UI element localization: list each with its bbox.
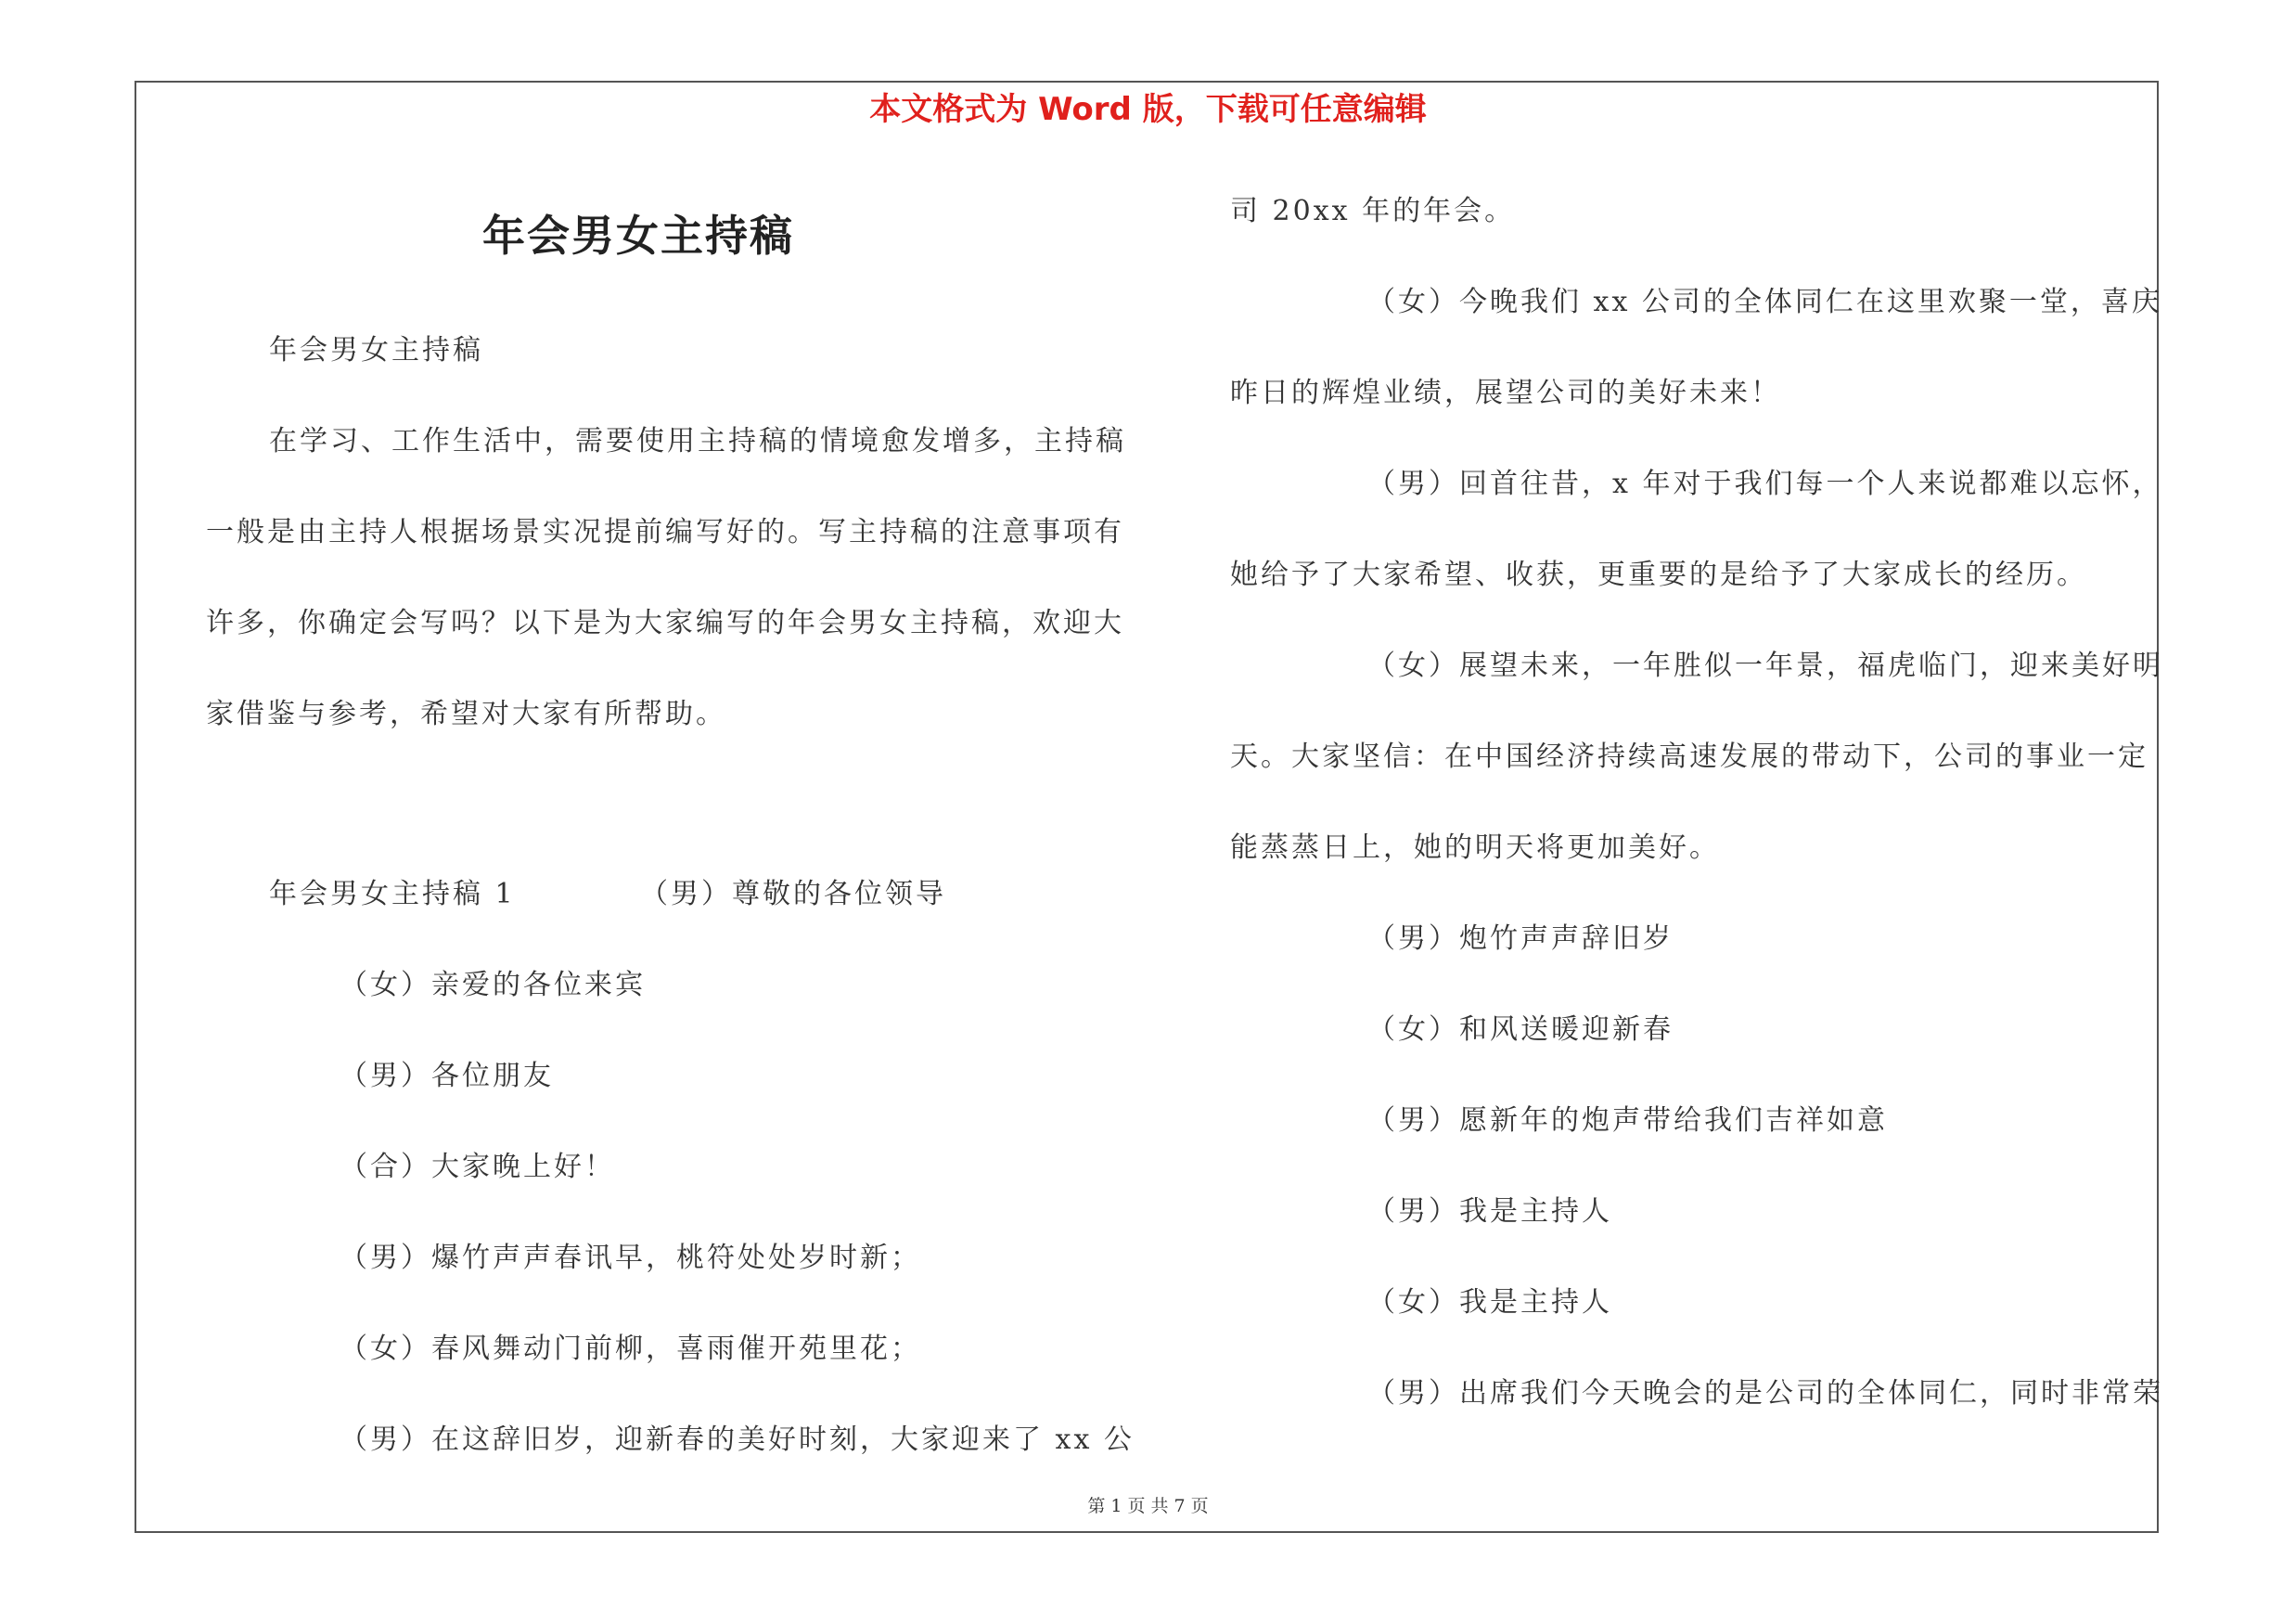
dialogue-line: （男）炮竹声声辞旧岁 (1367, 922, 1674, 955)
dialogue-line: （男）爆竹声声春讯早，桃符处处岁时新； (340, 1242, 921, 1274)
dialogue-line: （男）回首往昔，x 年对于我们每一个人来说都难以忘怀， (1367, 468, 2163, 500)
dialogue-line: 司 20xx 年的年会。 (1230, 195, 1516, 227)
subtitle-line: 年会男女主持稿 (269, 334, 483, 367)
dialogue-line: （女）春风舞动门前柳，喜雨催开苑里花； (340, 1333, 921, 1365)
section-heading: 年会男女主持稿 1 (269, 878, 516, 910)
dialogue-line: （合）大家晚上好！ (340, 1151, 615, 1183)
dialogue-line: 能蒸蒸日上，她的明天将更加美好。 (1230, 831, 1720, 864)
paragraph-line: 许多，你确定会写吗？以下是为大家编写的年会男女主持稿，欢迎大 (206, 607, 1124, 639)
dialogue-line: （女）我是主持人 (1367, 1286, 1612, 1319)
dialogue-line: （女）展望未来，一年胜似一年景，福虎临门，迎来美好明 (1367, 650, 2163, 682)
dialogue-line: （女）和风送暖迎新春 (1367, 1013, 1674, 1046)
dialogue-line: 昨日的辉煌业绩，展望公司的美好未来！ (1230, 377, 1781, 409)
document-title: 年会男女主持稿 (482, 211, 794, 261)
dialogue-line: （男）我是主持人 (1367, 1195, 1612, 1228)
editable-notice-banner: 本文格式为 Word 版，下载可任意编辑 (869, 91, 1427, 128)
dialogue-line: （男）愿新年的炮声带给我们吉祥如意 (1367, 1104, 1888, 1137)
dialogue-line: （男）尊敬的各位领导 (640, 878, 946, 910)
dialogue-line: （女）亲爱的各位来宾 (340, 969, 646, 1001)
page-number: 第 1 页 共 7 页 (1087, 1496, 1209, 1516)
paragraph-line: 家借鉴与参考，希望对大家有所帮助。 (206, 698, 726, 730)
dialogue-line: （男）在这辞旧岁，迎新春的美好时刻，大家迎来了 xx 公 (340, 1423, 1135, 1456)
dialogue-line: （女）今晚我们 xx 公司的全体同仁在这里欢聚一堂，喜庆 (1367, 286, 2162, 318)
paragraph-line: 在学习、工作生活中，需要使用主持稿的情境愈发增多，主持稿 (269, 425, 1126, 457)
dialogue-line: 天。大家坚信：在中国经济持续高速发展的带动下，公司的事业一定 (1230, 741, 2148, 773)
paragraph-line: 一般是由主持人根据场景实况提前编写好的。写主持稿的注意事项有 (206, 516, 1124, 548)
dialogue-line: （男）各位朋友 (340, 1060, 554, 1092)
dialogue-line: （男）出席我们今天晚会的是公司的全体同仁，同时非常荣 (1367, 1377, 2163, 1410)
dialogue-line: 她给予了大家希望、收获，更重要的是给予了大家成长的经历。 (1230, 559, 2087, 591)
